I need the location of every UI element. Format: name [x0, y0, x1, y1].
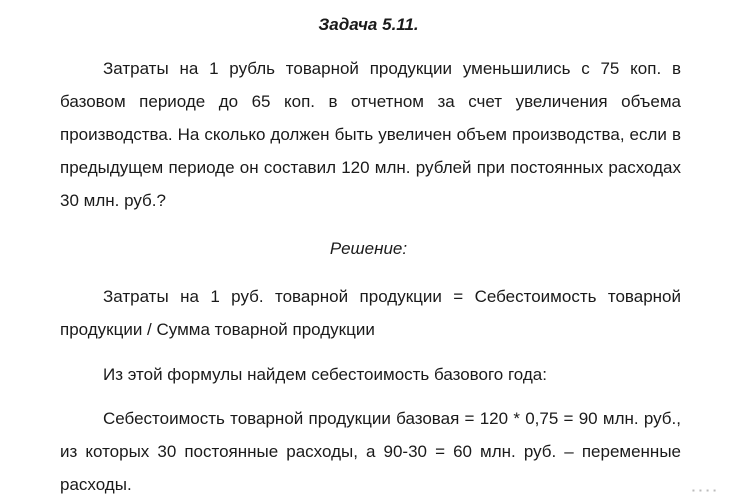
- solution-paragraph-intro: Из этой формулы найдем себестоимость базового года:: [103, 365, 547, 384]
- problem-title: Задача 5.11.: [318, 15, 419, 34]
- solution-heading: Решение:: [329, 239, 408, 258]
- solution-paragraph-formula: Затраты на 1 руб. товарной продукции = Себестоимость товарной продукции / Сумма товарной продукции: [60, 287, 681, 339]
- problem-statement: Затраты на 1 рубль товарной продукции уменьшились с 75 коп. в базовом периоде до 65 коп. в отчетном за счет увеличения объема производства. На сколько должен быть увеличен объем производства, если в предыдущем периоде он составил 120 млн. рублей при постоянных расходах 30 млн. руб.?: [60, 59, 681, 210]
- solution-paragraph-calculation: Себестоимость товарной продукции базовая = 120 * 0,75 = 90 млн. руб., из которых 30 постоянные расходы, а 90-30 = 60 млн. руб. – переменные расходы.: [60, 409, 681, 494]
- scan-artifact: ▪ ▪ ▪ ▪: [691, 486, 717, 495]
